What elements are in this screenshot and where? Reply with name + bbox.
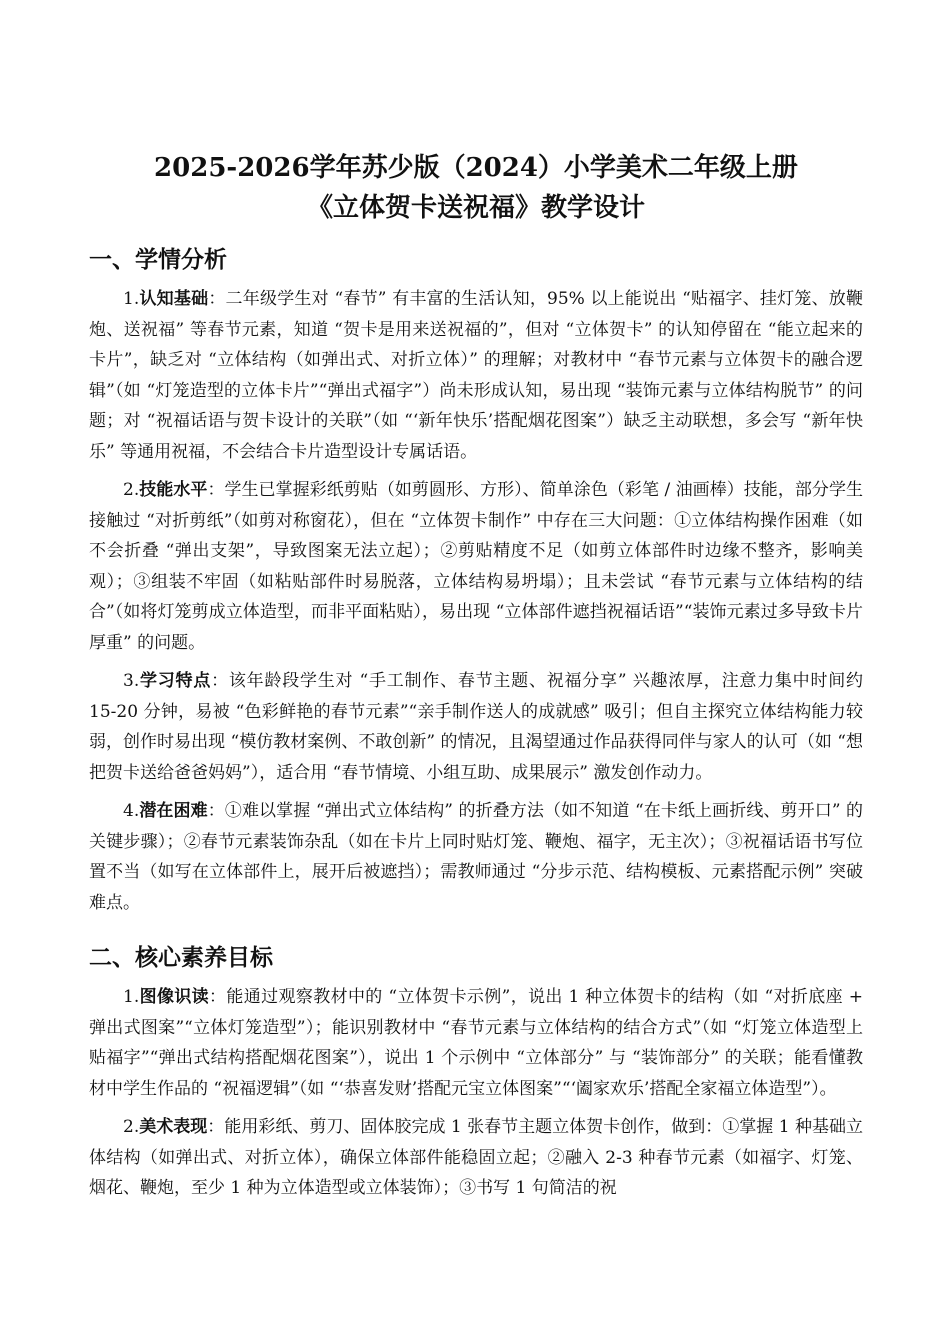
paragraph-number: 1. [123, 289, 140, 309]
document-title-line-2: 《立体贺卡送祝福》教学设计 [306, 193, 645, 223]
document-page [89, 148, 863, 1212]
paragraph-label: 认知基础 [139, 289, 209, 309]
paragraph-text: ①难以掌握 “弹出式立体结构” 的折叠方法（如不知道 “在卡纸上画折线、剪开口” 的关键步骤）；②春节元素装饰杂乱（如在卡片上同时贴灯笼、鞭炮、福字，无主次）；③祝福话语书写位置不当（如写在立体部件上，展开后被遮挡）；需教师通过 “分步示范、结构模板、元素搭配示例” 突破难点。 [89, 801, 864, 913]
paragraph-learning-traits [89, 666, 863, 788]
paragraph-label: 学习特点 [139, 671, 212, 691]
paragraph-label: 美术表现 [139, 1117, 208, 1137]
paragraph-art-expression [89, 1112, 863, 1204]
paragraph-text: 该年龄段学生对 “手工制作、春节主题、祝福分享” 兴趣浓厚，注意力集中时间约 15-20 分钟，易被 “色彩鲜艳的春节元素”“亲手制作送人的成就感” 吸引；但自主探究立体结构能力较弱，创作时易出现 “模仿教材案例、不敢创新” 的情况，且渴望通过作品获得同伴与家人的认可（如 “想把贺卡送给爸爸妈妈”），适合用 “春节情境、小组互助、成果展示” 激发创作动力。 [89, 671, 864, 783]
paragraph-number: 3. [123, 671, 140, 691]
paragraph-text: 二年级学生对 “春节” 有丰富的生活认知，95% 以上能说出 “贴福字、挂灯笼、放鞭炮、送祝福” 等春节元素，知道 “贺卡是用来送祝福的”，但对 “立体贺卡” 的认知停留在 “能立起来的卡片”，缺乏对 “立体结构（如弹出式、对折立体）” 的理解；对教材中 “春节元素与立体贺卡的融合逻辑”（如 “灯笼造型的立体卡片”“弹出式福字”）尚未形成认知，易出现 “装饰元素与立体结构脱节” 的问题；对 “祝福话语与贺卡设计的关联”（如 “‘新年快乐’搭配烟花图案”）缺乏主动联想，多会写 “新年快乐” 等通用祝福，不会结合卡片造型设计专属话语。 [89, 289, 864, 462]
document-title-line-1: 2025-2026学年苏少版（2024）小学美术二年级上册 [154, 153, 798, 183]
section-heading-core-literacy-goals: 二、核心素养目标 [89, 945, 273, 971]
paragraph-separator: ： [211, 671, 229, 691]
paragraph-number: 4. [123, 801, 140, 821]
paragraph-separator: ： [207, 801, 225, 821]
paragraph-separator: ： [207, 1117, 225, 1137]
paragraph-label: 图像识读 [139, 987, 210, 1007]
paragraph-text: 能用彩纸、剪刀、固体胶完成 1 张春节主题立体贺卡创作，做到：①掌握 1 种基础立体结构（如弹出式、对折立体），确保立体部件能稳固立起；②融入 2-3 种春节元素（如福字、灯笼、烟花、鞭炮，至少 1 种为立体造型或立体装饰）；③书写 1 句简洁的祝 [89, 1117, 864, 1198]
paragraph-number: 1. [123, 987, 140, 1007]
paragraph-label: 潜在困难 [139, 801, 208, 821]
paragraph-cognitive-basis [89, 284, 863, 467]
paragraph-text: 能通过观察教材中的 “立体贺卡示例”，说出 1 种立体贺卡的结构（如 “对折底座 + 弹出式图案”“立体灯笼造型”）；能识别教材中 “春节元素与立体结构的结合方式”（如 “灯笼立体造型上贴福字”“弹出式结构搭配烟花图案”），说出 1 个示例中 “立体部分” 与 “装饰部分” 的关联；能看懂教材中学生作品的 “祝福逻辑”（如 “‘恭喜发财’搭配元宝立体图案”“‘阖家欢乐’搭配全家福立体造型”）。 [89, 987, 864, 1099]
paragraph-potential-difficulties [89, 796, 863, 918]
paragraph-separator: ： [207, 480, 225, 500]
paragraph-number: 2. [123, 480, 140, 500]
paragraph-separator: ： [209, 987, 227, 1007]
paragraph-text: 学生已掌握彩纸剪贴（如剪圆形、方形）、简单涂色（彩笔 / 油画棒）技能，部分学生接触过 “对折剪纸”（如剪对称窗花），但在 “立体贺卡制作” 中存在三大问题：①立体结构操作困难（如不会折叠 “弹出支架”，导致图案无法立起）；②剪贴精度不足（如剪立体部件时边缘不整齐，影响美观）；③组装不牢固（如粘贴部件时易脱落，立体结构易坍塌）；且未尝试 “春节元素与立体结构的结合”（如将灯笼剪成立体造型，而非平面粘贴），易出现 “立体部件遮挡祝福话语”“装饰元素过多导致卡片厚重” 的问题。 [89, 480, 864, 653]
paragraph-separator: ： [208, 289, 226, 309]
paragraph-label: 技能水平 [139, 480, 208, 500]
paragraph-number: 2. [123, 1117, 140, 1137]
paragraph-skill-level [89, 475, 863, 658]
paragraph-image-reading [89, 982, 863, 1104]
section-heading-learner-analysis: 一、学情分析 [89, 247, 227, 273]
